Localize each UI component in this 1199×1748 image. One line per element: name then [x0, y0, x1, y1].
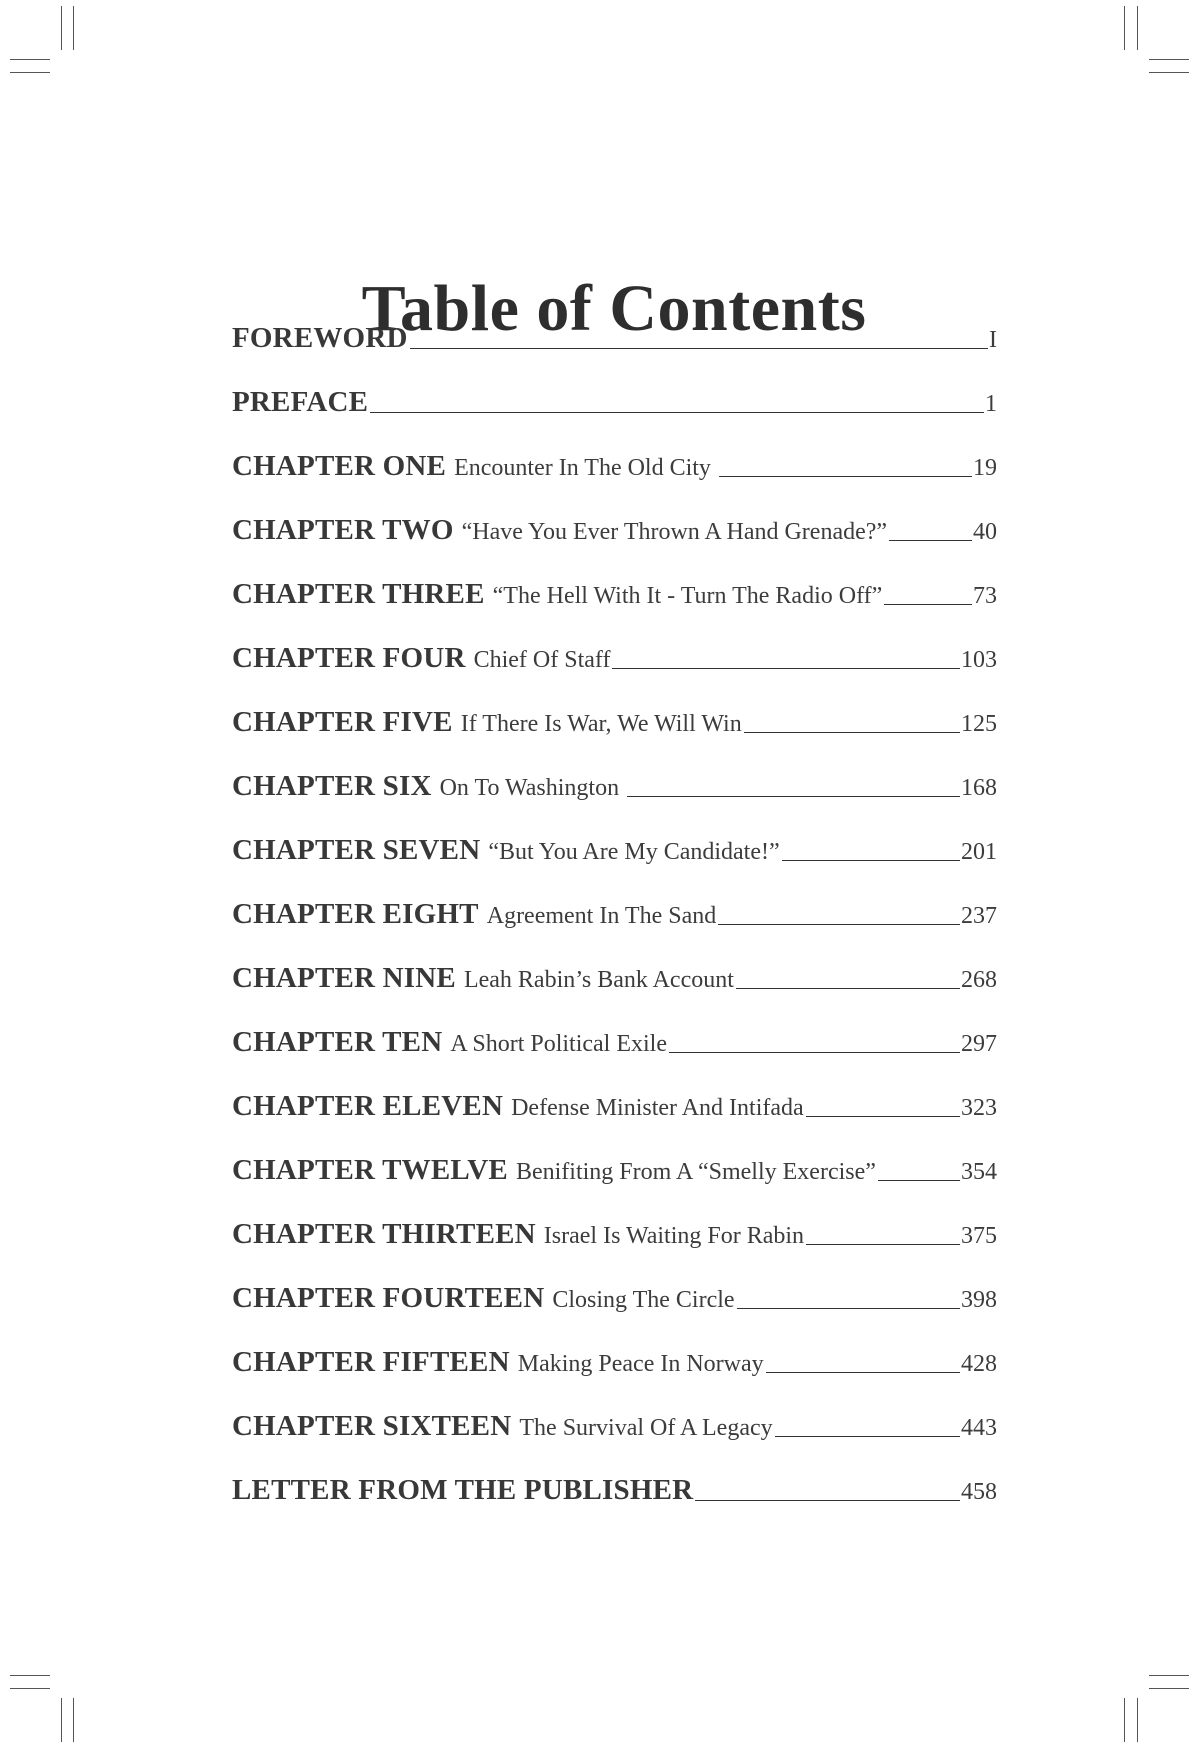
toc-chapter-label: CHAPTER TWO: [232, 514, 454, 546]
toc-entry-chapter-fifteen: [232, 1346, 997, 1410]
toc-chapter-label: CHAPTER SEVEN: [232, 834, 481, 866]
crop-mark: [73, 1698, 74, 1742]
toc-entry-chapter-five: [232, 706, 997, 770]
toc-leader-line: [719, 476, 972, 477]
toc-chapter-title: Leah Rabin’s Bank Account: [463, 967, 734, 993]
toc-entry-chapter-nine: [232, 962, 997, 1026]
toc-page-number: 268: [961, 967, 997, 993]
crop-mark: [10, 59, 50, 60]
toc-leader-line: [410, 348, 988, 349]
toc-leader-line: [878, 1180, 960, 1181]
toc-entry-chapter-sixteen: [232, 1410, 997, 1474]
toc-chapter-title: On To Washington: [439, 775, 620, 801]
toc-leader-line: [736, 988, 960, 989]
toc-chapter-title: Closing The Circle: [552, 1287, 735, 1313]
toc-chapter-title: The Survival Of A Legacy: [519, 1415, 773, 1441]
toc-chapter-label: PREFACE: [232, 386, 369, 418]
crop-mark: [1149, 72, 1189, 73]
toc-page-number: 73: [973, 583, 997, 609]
toc-leader-line: [806, 1244, 960, 1245]
toc-page-number: 1: [985, 391, 997, 417]
toc-entry-chapter-three: [232, 578, 997, 642]
toc-chapter-label: CHAPTER SIX: [232, 770, 432, 802]
toc-leader-line: [370, 412, 984, 413]
toc-page-number: 237: [961, 903, 997, 929]
crop-mark: [10, 1688, 50, 1689]
crop-mark: [1149, 1675, 1189, 1676]
crop-mark: [61, 1698, 62, 1742]
toc-entry-letter-from-publisher: [232, 1474, 997, 1538]
toc-entry-chapter-twelve: [232, 1154, 997, 1218]
crop-mark: [1137, 1698, 1138, 1742]
toc-entry-chapter-fourteen: [232, 1282, 997, 1346]
toc-chapter-label: CHAPTER NINE: [232, 962, 456, 994]
toc-chapter-title: A Short Political Exile: [450, 1031, 667, 1057]
toc-chapter-label: LETTER FROM THE PUBLISHER: [232, 1474, 694, 1506]
toc-page-number: 398: [961, 1287, 997, 1313]
toc-entry-chapter-two: [232, 514, 997, 578]
page-title: Table of Contents: [361, 272, 867, 346]
table-of-contents: [232, 322, 997, 1538]
crop-mark: [1149, 1688, 1189, 1689]
toc-entry-chapter-ten: [232, 1026, 997, 1090]
crop-mark: [1149, 59, 1189, 60]
crop-mark: [61, 6, 62, 50]
toc-chapter-label: CHAPTER ELEVEN: [232, 1090, 504, 1122]
toc-page-number: 323: [961, 1095, 997, 1121]
toc-chapter-label: FOREWORD: [232, 322, 408, 354]
toc-page-number: 19: [973, 455, 997, 481]
toc-leader-line: [612, 668, 960, 669]
toc-chapter-title: Benifiting From A “Smelly Exercise”: [515, 1159, 876, 1185]
toc-chapter-title: Defense Minister And Intifada: [511, 1095, 804, 1121]
toc-entry-chapter-four: [232, 642, 997, 706]
toc-leader-line: [884, 604, 972, 605]
crop-mark: [10, 1675, 50, 1676]
toc-chapter-title: Israel Is Waiting For Rabin: [543, 1223, 805, 1249]
toc-leader-line: [695, 1500, 960, 1501]
toc-entry-chapter-six: [232, 770, 997, 834]
toc-chapter-label: CHAPTER ONE: [232, 450, 447, 482]
crop-mark: [1124, 6, 1125, 50]
toc-chapter-label: CHAPTER EIGHT: [232, 898, 479, 930]
crop-mark: [1137, 6, 1138, 50]
toc-chapter-title: Making Peace In Norway: [517, 1351, 764, 1377]
toc-page-number: 201: [961, 839, 997, 865]
toc-page-number: 443: [961, 1415, 997, 1441]
toc-chapter-title: Encounter In The Old City: [454, 455, 711, 481]
toc-leader-line: [627, 796, 960, 797]
toc-leader-line: [669, 1052, 960, 1053]
toc-page-number: 428: [961, 1351, 997, 1377]
toc-page-number: 458: [961, 1479, 997, 1505]
toc-chapter-label: CHAPTER FOURTEEN: [232, 1282, 545, 1314]
toc-page-number: 354: [961, 1159, 997, 1185]
toc-entry-chapter-thirteen: [232, 1218, 997, 1282]
toc-chapter-label: CHAPTER TWELVE: [232, 1154, 508, 1186]
crop-mark: [73, 6, 74, 50]
toc-chapter-title: Chief Of Staff: [473, 647, 611, 673]
toc-entry-preface: [232, 386, 997, 450]
toc-leader-line: [744, 732, 960, 733]
toc-entry-chapter-seven: [232, 834, 997, 898]
toc-chapter-label: CHAPTER THIRTEEN: [232, 1218, 536, 1250]
toc-chapter-label: CHAPTER FIVE: [232, 706, 453, 738]
toc-page-number: 297: [961, 1031, 997, 1057]
toc-chapter-title: If There Is War, We Will Win: [460, 711, 742, 737]
toc-entry-chapter-eight: [232, 898, 997, 962]
crop-mark: [1124, 1698, 1125, 1742]
toc-leader-line: [806, 1116, 960, 1117]
toc-leader-line: [766, 1372, 960, 1373]
toc-leader-line: [889, 540, 972, 541]
toc-chapter-title: Agreement In The Sand: [486, 903, 717, 929]
toc-chapter-title: “Have You Ever Thrown A Hand Grenade?”: [461, 519, 888, 545]
toc-page-number: 125: [961, 711, 997, 737]
toc-leader-line: [737, 1308, 960, 1309]
toc-chapter-label: CHAPTER FOUR: [232, 642, 466, 674]
toc-chapter-label: CHAPTER SIXTEEN: [232, 1410, 512, 1442]
toc-entry-chapter-eleven: [232, 1090, 997, 1154]
toc-page-number: 168: [961, 775, 997, 801]
toc-page-number: 40: [973, 519, 997, 545]
toc-entry-chapter-one: [232, 450, 997, 514]
toc-page-number: I: [989, 327, 997, 353]
toc-chapter-title: “The Hell With It - Turn The Radio Off”: [492, 583, 883, 609]
toc-leader-line: [775, 1436, 960, 1437]
crop-mark: [10, 72, 50, 73]
toc-page-number: 375: [961, 1223, 997, 1249]
toc-page-number: 103: [961, 647, 997, 673]
toc-chapter-label: CHAPTER FIFTEEN: [232, 1346, 510, 1378]
toc-entry-foreword: [232, 322, 997, 386]
toc-leader-line: [718, 924, 960, 925]
toc-chapter-label: CHAPTER THREE: [232, 578, 485, 610]
toc-leader-line: [782, 860, 960, 861]
toc-chapter-label: CHAPTER TEN: [232, 1026, 443, 1058]
toc-chapter-title: “But You Are My Candidate!”: [488, 839, 780, 865]
